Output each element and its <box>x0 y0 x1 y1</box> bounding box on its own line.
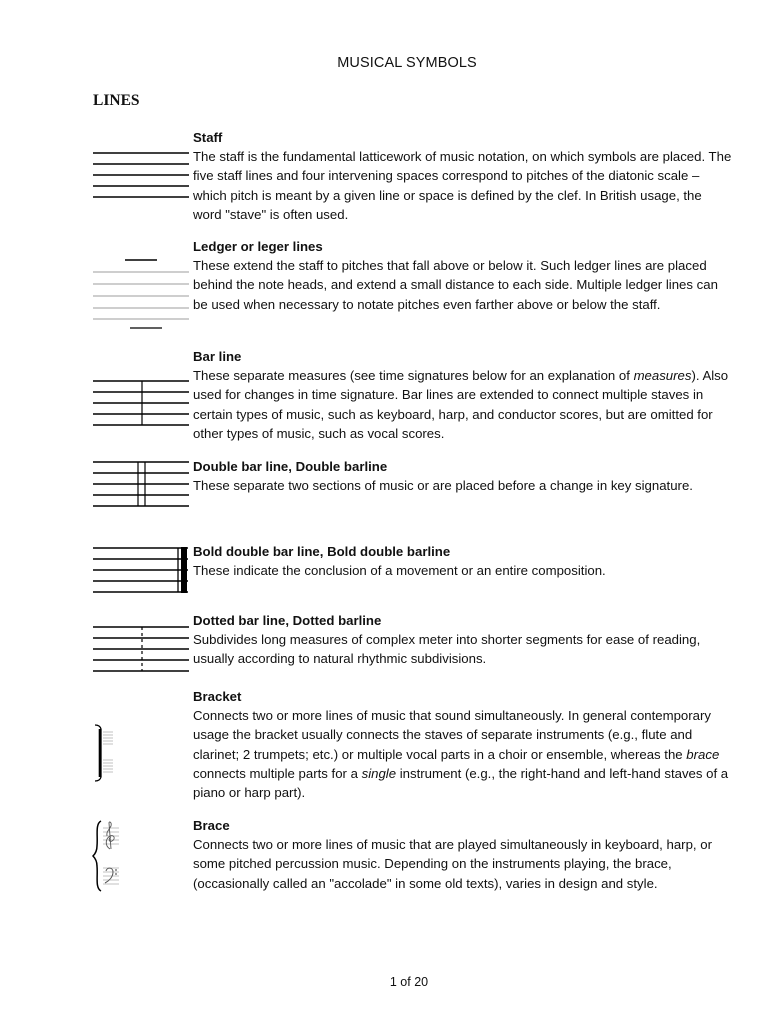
bar-line-figure <box>92 378 192 430</box>
entry-title: Bold double bar line, Bold double barline <box>193 544 451 559</box>
treble-clef-icon <box>106 822 114 849</box>
bass-clef-icon <box>105 868 117 883</box>
entry-description: These separate two sections of music or are placed before a change in key signature. <box>193 478 693 494</box>
entry-description: Subdivides long measures of complex meter into shorter segments for ease of reading, usually according to natural rhythmic subdivisions. <box>193 632 701 667</box>
entry-description: These separate measures (see time signatures below for an explanation of measures). Also used for changes in time signature. Bar lines are extended to connect multiple staves in certain types of music, such as keyboard, harp, and conductor scores, but are omitted for other types of music, such as vocal scores. <box>193 368 729 441</box>
section-heading: LINES <box>93 92 140 109</box>
entry-title: Bracket <box>193 689 242 704</box>
entry-description: The staff is the fundamental latticework of music notation, on which symbols are placed. The five staff lines and four intervening spaces correspond to pitches of the diatonic scale – which pitch is meant by a given line or space is defined by the clef. In British usage, the word "stave" is often used. <box>193 149 732 222</box>
bold-double-bar-line-figure <box>92 544 192 598</box>
entry-staff <box>193 128 733 224</box>
entry-title: Bar line <box>193 349 242 364</box>
entry-title: Staff <box>193 130 223 145</box>
dotted-bar-line-figure <box>92 624 192 676</box>
entry-double-bar-line <box>193 457 733 495</box>
entry-bar-line <box>193 347 733 443</box>
entry-description: These extend the staff to pitches that fall above or below it. Such ledger lines are placed behind the note heads, and extend a small distance to each side. Multiple ledger lines can be used when necessary to notate pitches even farther above or below the staff. <box>193 258 718 312</box>
entry-description: These indicate the conclusion of a movement or an entire composition. <box>193 563 606 579</box>
staff-figure <box>92 150 192 202</box>
entry-description: Connects two or more lines of music that are played simultaneously in keyboard, harp, or some pitched percussion music. Depending on the instruments playing, the brace, (occasionally called an "accolade" in some old texts), varies in design and style. <box>193 837 712 891</box>
brace-figure <box>92 818 124 894</box>
entry-bold-double-bar-line <box>193 542 733 580</box>
page-number: 1 of 20 <box>389 975 429 989</box>
bracket-figure <box>92 722 122 784</box>
entry-description: Connects two or more lines of music that sound simultaneously. In general contemporary usage the bracket usually connects the staves of separate instruments (e.g., flute and clarinet; 2 trumpets; etc.) or multiple vocal parts in a choir or ensemble, whereas the brace connects multiple parts for a single instrument (e.g., the right-hand and left-hand staves of a piano or harp part). <box>193 708 729 801</box>
double-bar-line-figure <box>92 459 192 511</box>
ledger-lines-figure <box>92 255 192 335</box>
page-title: MUSICAL SYMBOLS <box>337 55 477 71</box>
entry-bracket <box>193 687 733 802</box>
entry-title: Brace <box>193 818 230 833</box>
entry-dotted-bar-line <box>193 611 733 669</box>
entry-ledger-lines <box>193 237 733 314</box>
entry-title: Ledger or leger lines <box>193 239 323 254</box>
entry-title: Dotted bar line, Dotted barline <box>193 613 382 628</box>
entry-title: Double bar line, Double barline <box>193 459 388 474</box>
entry-brace <box>193 816 733 893</box>
